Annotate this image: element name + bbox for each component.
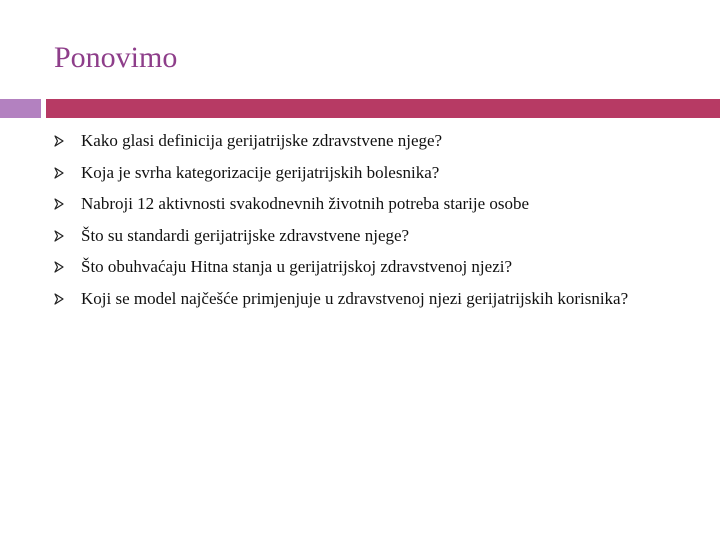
bullet-text: Što obuhvaćaju Hitna stanja u gerijatrijskoj zdravstvenoj njezi? <box>81 257 513 276</box>
bullet-text: Koji se model najčešće primjenjuje u zdravstvenoj njezi gerijatrijskih korisnika? <box>81 288 629 308</box>
accent-bar-right <box>46 99 720 118</box>
arrowhead-bullet-icon <box>54 230 64 242</box>
slide-title: Ponovimo <box>54 41 178 74</box>
arrowhead-bullet-icon <box>54 135 64 147</box>
bullet-item <box>54 256 674 278</box>
bullet-text: Koja je svrha kategorizacije gerijatrijskih bolesnika? <box>81 162 440 182</box>
accent-bar-left <box>0 99 41 118</box>
arrowhead-bullet-icon <box>54 167 64 179</box>
bullet-item <box>54 162 674 184</box>
arrowhead-bullet-icon <box>54 261 64 273</box>
bullet-item <box>54 130 674 152</box>
bullet-list <box>54 130 674 319</box>
bullet-text: Kako glasi definicija gerijatrijske zdravstvene njege? <box>81 131 443 150</box>
bullet-item <box>54 225 674 247</box>
bullet-item <box>54 288 674 310</box>
arrowhead-bullet-icon <box>54 198 64 210</box>
bullet-item <box>54 193 674 215</box>
bullet-text: Što su standardi gerijatrijske zdravstvene njege? <box>81 225 410 245</box>
arrowhead-bullet-icon <box>54 293 64 305</box>
bullet-text: Nabroji 12 aktivnosti svakodnevnih životnih potreba starije osobe <box>81 194 530 213</box>
